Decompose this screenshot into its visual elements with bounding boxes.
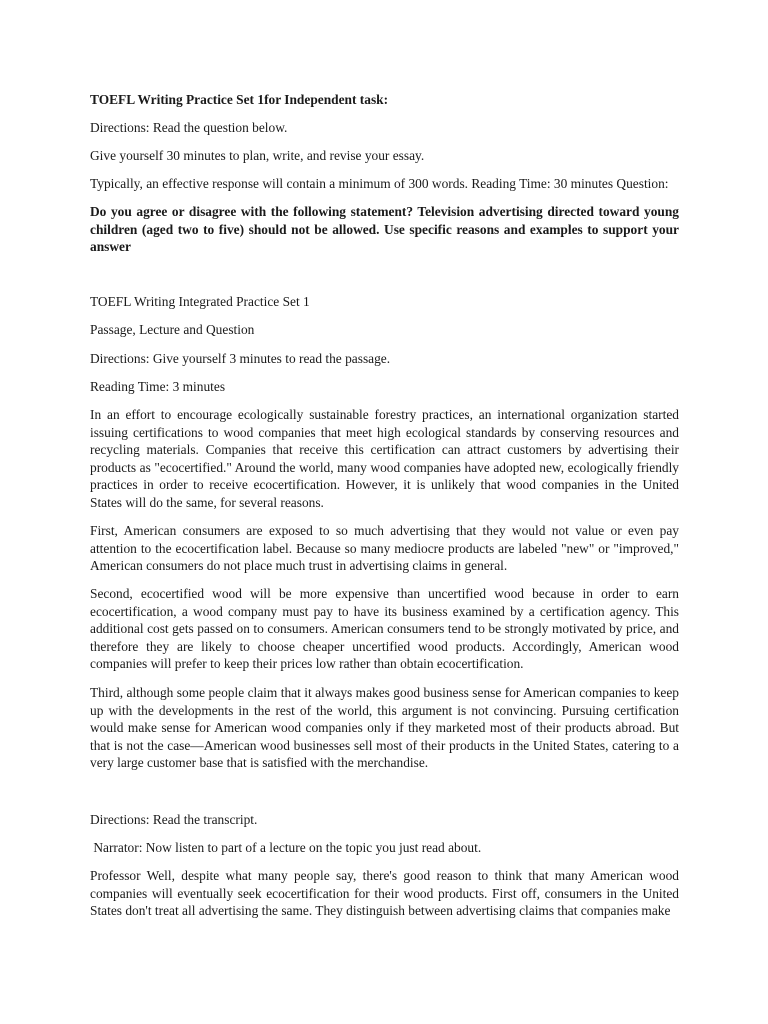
passage-paragraph-1: In an effort to encourage ecologically sustainable forestry practices, an international organization started issuing certifications to wood companies that meet high ecological standards by conserving resources and recycling materials. Companies that receive this certification can attract customers by advertising their products as "ecocertified." Around the world, many wood companies have adopted new, ecologically friendly practices in order to receive ecocertification. However, it is unlikely that wood companies in the United States will do the same, for several reasons.: [90, 407, 679, 510]
integrated-subtitle: Passage, Lecture and Question: [90, 322, 255, 337]
integrated-title: TOEFL Writing Integrated Practice Set 1: [90, 294, 310, 309]
document-title: TOEFL Writing Practice Set 1for Independent task:: [90, 92, 389, 107]
narrator-line: Narrator: Now listen to part of a lecture on the topic you just read about.: [90, 840, 482, 855]
time-instruction: Give yourself 30 minutes to plan, write, and revise your essay.: [90, 148, 425, 163]
directions-read-transcript: Directions: Read the transcript.: [90, 812, 258, 827]
directions-read-question: Directions: Read the question below.: [90, 120, 288, 135]
directions-read-passage: Directions: Give yourself 3 minutes to read the passage.: [90, 351, 391, 366]
passage-paragraph-3: Second, ecocertified wood will be more expensive than uncertified wood because in order to earn ecocertification, a wood company must pay to have its business examined by a certification agency. This additional cost gets passed on to consumers. American consumers tend to be strongly motivated by price, and therefore they are likely to choose cheaper uncertified wood products. Accordingly, American wood companies will prefer to keep their prices low rather than obtain ecocertification.: [90, 586, 679, 672]
lecture-transcript: Professor Well, despite what many people say, there's good reason to think that many American wood companies will eventually seek ecocertification for their wood products. First off, consumers in the United States don't treat all advertising the same. They distinguish between advertising claims that companies make: [90, 868, 679, 919]
passage-paragraph-2: First, American consumers are exposed to so much advertising that they would not value or even pay attention to the ecocertification label. Because so many mediocre products are labeled "new" or "improved," American consumers do not place much trust in advertising claims in general.: [90, 523, 679, 574]
passage-paragraph-4: Third, although some people claim that it always makes good business sense for American companies to keep up with the developments in the rest of the world, this argument is not convincing. Pursuing certification would make sense for American wood companies only if they marketed most of their products abroad. But that is not the case—American wood businesses sell most of their products in the United States, catering to a very large customer base that is satisfied with the merchandise.: [90, 685, 679, 771]
length-instruction: Typically, an effective response will contain a minimum of 300 words. Reading Time: 30 minutes Question:: [90, 176, 669, 191]
reading-time: Reading Time: 3 minutes: [90, 379, 226, 394]
essay-question: Do you agree or disagree with the following statement? Television advertising directed toward young children (aged two to five) should not be allowed. Use specific reasons and examples to support your answer: [90, 204, 679, 255]
